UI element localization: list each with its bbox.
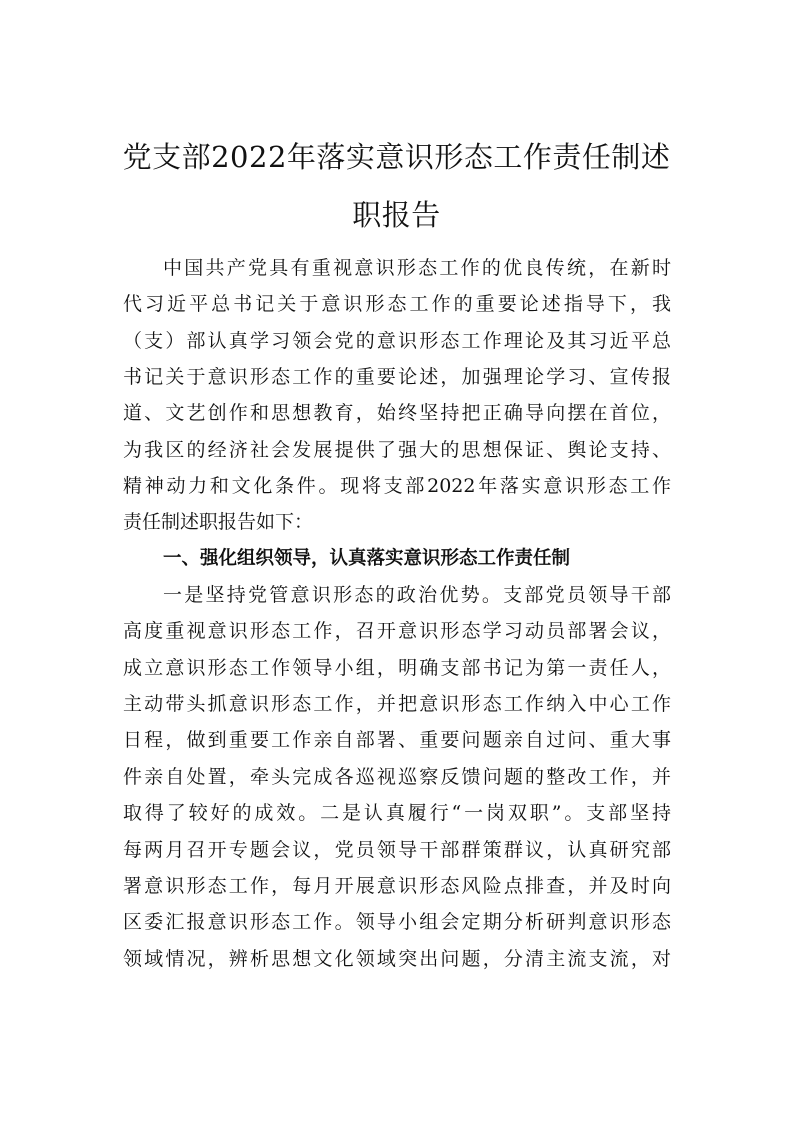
paragraph-1-line: 精神动力和文化条件。现将支部2022年落实意识形态工作 — [123, 475, 671, 498]
document-body — [123, 250, 671, 977]
paragraph-2-line: 每两月召开专题会议，党员领导干部群策群议，认真研究部 — [123, 838, 671, 861]
paragraph-1-line: （支）部认真学习领会党的意识形态工作理论及其习近平总 — [123, 329, 671, 352]
paragraph-2-line: 件亲自处置，牵头完成各巡视巡察反馈问题的整改工作，并 — [123, 765, 671, 788]
document-title-line-2: 职报告 — [352, 198, 441, 232]
paragraph-2-line: 署意识形态工作，每月开展意识形态风险点排查，并及时向 — [123, 874, 671, 897]
paragraph-1-line: 中国共产党具有重视意识形态工作的优良传统，在新时 — [163, 257, 671, 279]
paragraph-1-line: 书记关于意识形态工作的重要论述，加强理论学习、宣传报 — [123, 366, 671, 389]
paragraph-2-line: 领域情况，辨析思想文化领域突出问题，分清主流支流，对 — [123, 947, 671, 970]
paragraph-1-line: 道、文艺创作和思想教育，始终坚持把正确导向摆在首位， — [123, 402, 671, 425]
section-heading-1: 一、强化组织领导，认真落实意识形态工作责任制 — [163, 547, 571, 569]
document-title-line-1: 党支部2022年落实意识形态工作责任制述 — [122, 140, 671, 174]
paragraph-1-line: 代习近平总书记关于意识形态工作的重要论述指导下，我 — [123, 293, 671, 316]
paragraph-2-line: 成立意识形态工作领导小组，明确支部书记为第一责任人， — [123, 656, 671, 679]
paragraph-2-line: 区委汇报意识形态工作。领导小组会定期分析研判意识形态 — [123, 911, 671, 934]
paragraph-2-line: 一是坚持党管意识形态的政治优势。支部党员领导干部 — [163, 584, 671, 607]
paragraph-2-line: 主动带头抓意识形态工作，并把意识形态工作纳入中心工作 — [123, 693, 671, 716]
paragraph-2-line: 高度重视意识形态工作，召开意识形态学习动员部署会议， — [123, 620, 671, 643]
paragraph-2-line: 日程，做到重要工作亲自部署、重要问题亲自过问、重大事 — [123, 729, 671, 752]
paragraph-1-line: 责任制述职报告如下： — [123, 511, 314, 534]
paragraph-1-line: 为我区的经济社会发展提供了强大的思想保证、舆论支持、 — [123, 438, 671, 461]
paragraph-2-line: 取得了较好的成效。二是认真履行“一岗双职”。支部坚持 — [123, 802, 671, 825]
